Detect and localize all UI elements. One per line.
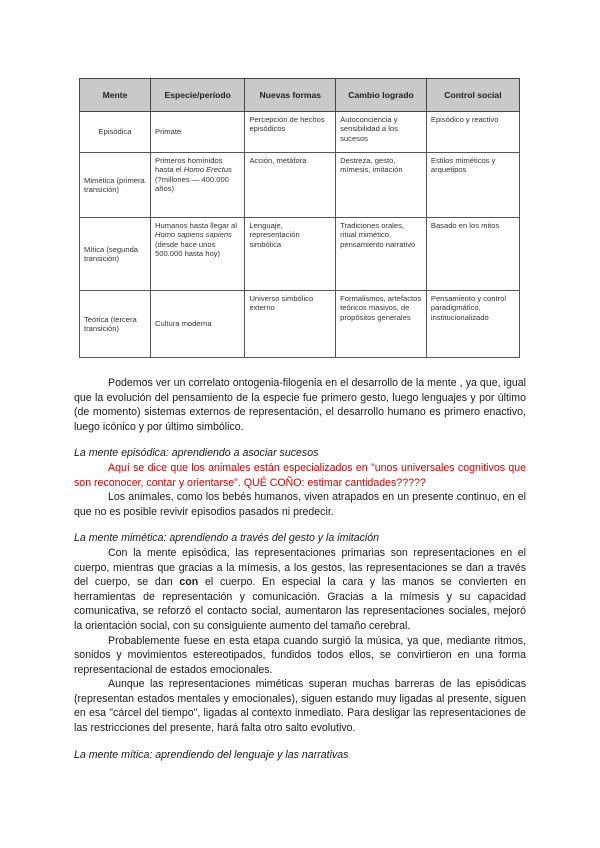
cell-nuevas-formas: Lenguaje, representación simbólica: [245, 218, 336, 291]
especie-text: Humanos hasta llegar al: [155, 221, 237, 230]
paragraph: [74, 546, 526, 634]
cell-mente: Mimética (primera transición): [80, 153, 151, 218]
cell-mente: Episódica: [80, 112, 151, 153]
header-nuevas-formas: Nuevas formas: [245, 79, 336, 112]
table-row: [80, 112, 520, 153]
cell-control-social: Episódico y reactivo: [426, 112, 519, 153]
section-heading: La mente mimética: aprendiendo a través del gesto y la imitación: [74, 532, 380, 545]
cell-especie: Primate: [151, 112, 245, 153]
cell-especie: [151, 218, 245, 291]
cell-cambio-logrado: Destreza, gesto, mímesis, imitación: [336, 153, 427, 218]
header-especie: Especie/período: [151, 79, 245, 112]
cell-nuevas-formas: Acción, metáfora: [245, 153, 336, 218]
section-heading: La mente mítica: aprendiendo del lenguaje y las narrativas: [74, 748, 349, 761]
cell-cambio-logrado: Formalismos, artefactos teóricos masivos, de propósitos generales: [336, 291, 427, 358]
cell-nuevas-formas: Percepción de hechos episódicos: [245, 112, 336, 153]
header-cambio-logrado: Cambio logrado: [336, 79, 427, 112]
cell-control-social: Pensamiento y control paradigmático, institucionalizado: [426, 291, 519, 358]
paragraph-text: Con la mente episódica, las representaciones primarias son representaciones en el cuerpo, mientras que gracias a la mímesis, a los gestos, las representaciones se dan a través del cuerpo, se dan: [74, 546, 526, 589]
cell-especie: Cultura moderna: [151, 291, 245, 358]
cell-control-social: Estilos miméticos y arquetipos: [426, 153, 519, 218]
especie-text: (?millones — 400.000 años): [155, 174, 229, 194]
species-name: Homo sapiens sapiens: [155, 230, 232, 240]
cell-cambio-logrado: Tradiciones orales, ritual mimético, pensamiento narrativo: [336, 218, 427, 291]
mind-evolution-table: [79, 78, 520, 358]
emphasis: con: [179, 576, 199, 589]
cell-especie: [151, 153, 245, 218]
paragraph-text: el cuerpo. En especial la cara y las manos se convierten en herramientas de representación y comunicación. Gracias a la mímesis y su capacidad comunicativa, se reforzó el contacto social, aumentaron las representaciones sociales, mejoró la orientación social, con su consiguiente aumento del tamaño cerebral.: [74, 576, 526, 632]
paragraph: Probablemente fuese en esta etapa cuando surgió la música, ya que, mediante ritmos, sonidos y movimientos estereotipados, fundidos todos ellos, se convirtieron en una forma representacional de estados emocionales.: [74, 634, 526, 676]
header-control-social: Control social: [426, 79, 519, 112]
especie-text: Primeros homínidos hasta el: [155, 156, 223, 175]
especie-text: (desde hace unos 500.000 hasta hoy): [155, 239, 221, 259]
cell-control-social: Basado en los mitos: [426, 218, 519, 291]
table-row: [80, 153, 520, 218]
table-header-row: [80, 79, 520, 112]
cell-nuevas-formas: Universo simbólico externo: [245, 291, 336, 358]
table-row: [80, 291, 520, 358]
table-row: [80, 218, 520, 291]
section-heading: La mente episódica: aprendiendo a asociar sucesos: [74, 447, 319, 460]
cell-cambio-logrado: Autoconciencia y sensibilidad a los sucesos: [336, 112, 427, 153]
cell-mente: Teórica (tercera transición): [80, 291, 151, 358]
red-note: Aquí se dice que los animales están especializados en "unos universales cognitivos que son reconocer, contar y orientarse". QUÉ COÑO: estimar cantidades?????: [74, 461, 526, 489]
header-mente: Mente: [80, 79, 151, 112]
paragraph: Podemos ver un correlato ontogenia-filogenia en el desarrollo de la mente , ya que, igual que la evolución del pensamiento de la especie fue primero gesto, luego lenguajes y por último (de momento) sistemas externos de representación, el desarrollo humano es primero enactivo, luego icónico y por último simbólico.: [74, 377, 526, 433]
cell-mente: Mítica (segunda transición): [80, 218, 151, 291]
paragraph: Aunque las representaciones miméticas superan muchas barreras de las episódicas (representan estados mentales y emocionales), siguen estando muy ligadas al presente, siguen en esa "cárcel del tiempo", ligadas al contexto inmediato. Para desligar las representaciones de las restricciones del presente, hará falta otro salto evolutivo.: [74, 678, 526, 735]
species-name: Homo Erectus: [183, 165, 232, 175]
paragraph: Los animales, como los bebés humanos, viven atrapados en un presente continuo, en el que no es posible revivir episodios pasados ni predecir.: [74, 491, 526, 518]
body-text: [74, 376, 526, 762]
